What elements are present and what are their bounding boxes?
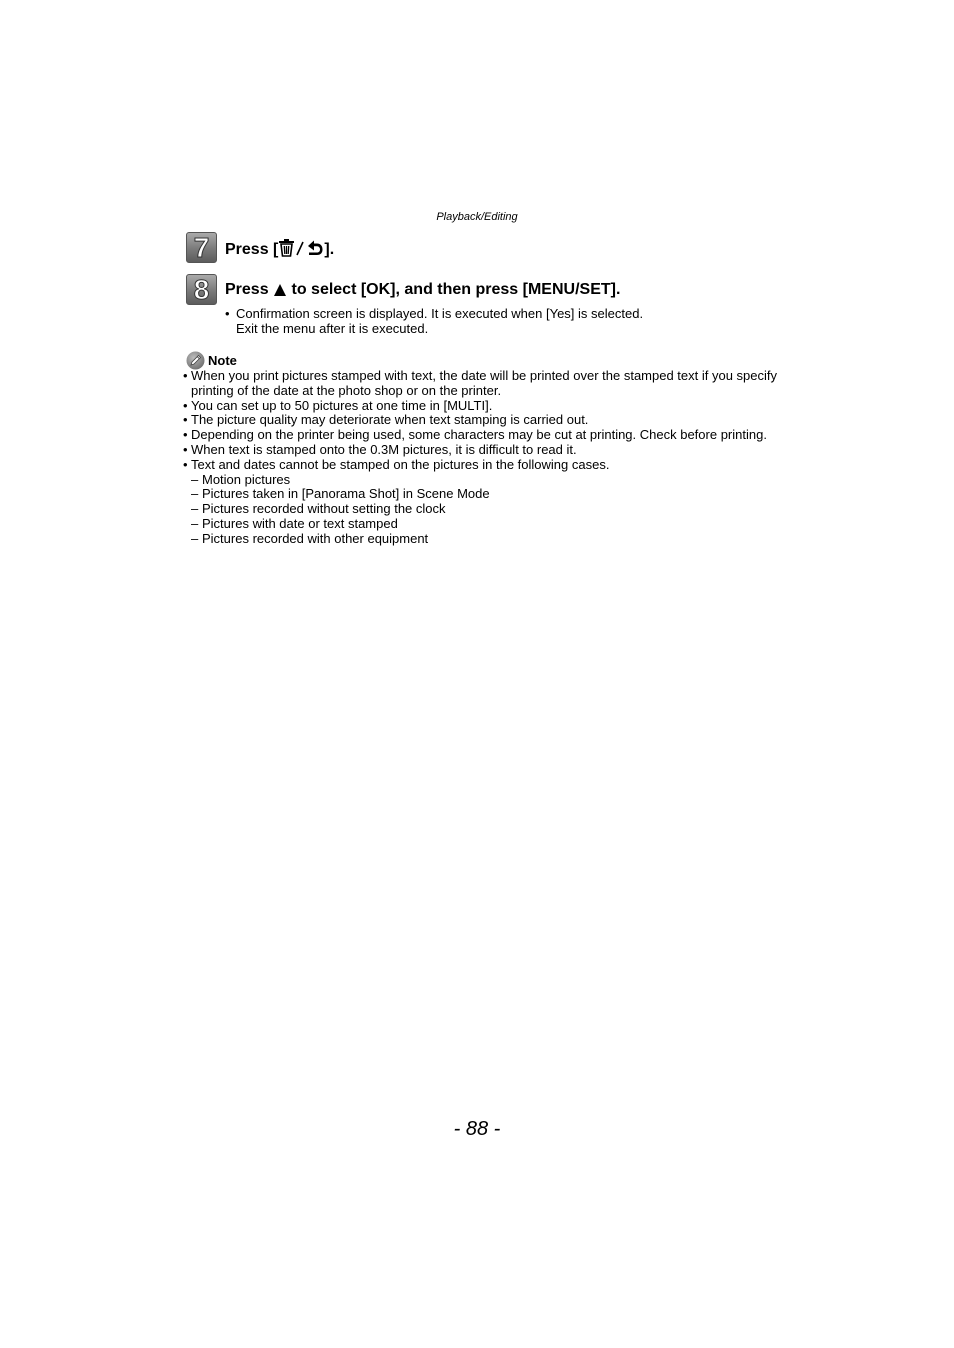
step-8-suffix: to select [OK], and then press [MENU/SET]. (287, 281, 621, 298)
case-item-text: Pictures recorded with other equipment (202, 530, 429, 546)
bullet-dot: • (183, 427, 188, 443)
note-list (183, 369, 783, 547)
case-item-text: Pictures recorded without setting the clock (202, 501, 446, 517)
note-item-text: The picture quality may deteriorate when text stamping is carried out. (191, 412, 589, 428)
bullet-dot: • (183, 397, 188, 413)
bullet-dot: • (225, 306, 230, 321)
note-item-text: Text and dates cannot be stamped on the pictures in the following cases. (191, 456, 610, 472)
note-item-text: You can set up to 50 pictures at one time in [MULTI]. (191, 397, 493, 413)
note-item-text: When text is stamped onto the 0.3M pictures, it is difficult to read it. (191, 441, 577, 457)
dash-mark: – (191, 501, 199, 517)
note-item (183, 413, 783, 428)
dash-mark: – (191, 530, 199, 546)
case-item (183, 502, 783, 517)
page-number: - 88 - (453, 1118, 501, 1140)
bullet-dot: • (183, 368, 188, 383)
note-item (183, 458, 783, 473)
step-8-instruction (225, 281, 620, 302)
step-7-instruction (225, 239, 334, 262)
bullet-dot: • (183, 456, 188, 472)
case-item-text: Motion pictures (202, 471, 291, 487)
step-8-prefix: Press (225, 281, 274, 298)
delete-trash-icon (278, 239, 295, 262)
case-item (183, 487, 783, 502)
case-item (183, 473, 783, 488)
dash-mark: – (191, 486, 199, 502)
dash-mark: – (191, 515, 199, 531)
slash-separator-icon (295, 239, 305, 262)
step-8-detail (225, 307, 643, 336)
note-title: Note (208, 353, 237, 368)
note-item (183, 428, 783, 443)
note-item (183, 369, 783, 399)
note-item (183, 443, 783, 458)
step-7-suffix: ]. (324, 241, 335, 258)
step-7-badge: 7 (186, 232, 217, 263)
note-item (183, 399, 783, 414)
note-item-text: When you print pictures stamped with text, the date will be printed over the stamped text if you specify printing of the date at the photo shop or on the printer. (191, 368, 778, 398)
step-8-detail-line-2: Exit the menu after it is executed. (236, 320, 429, 336)
return-arrow-icon (305, 239, 324, 262)
case-item (183, 532, 783, 547)
case-item-text: Pictures taken in [Panorama Shot] in Scene Mode (202, 486, 490, 502)
up-triangle-icon (273, 283, 287, 302)
step-7-prefix: Press [ (225, 241, 279, 258)
bullet-dot: • (183, 412, 188, 428)
step-8-detail-line-1: Confirmation screen is displayed. It is executed when [Yes] is selected. (236, 306, 644, 321)
note-item-text: Depending on the printer being used, some characters may be cut at printing. Check before printing. (191, 427, 767, 443)
section-header: Playback/Editing (436, 211, 518, 223)
bullet-dot: • (183, 441, 188, 457)
dash-mark: – (191, 471, 199, 487)
case-item (183, 517, 783, 532)
step-8-badge: 8 (186, 274, 217, 305)
case-item-text: Pictures with date or text stamped (202, 515, 398, 531)
